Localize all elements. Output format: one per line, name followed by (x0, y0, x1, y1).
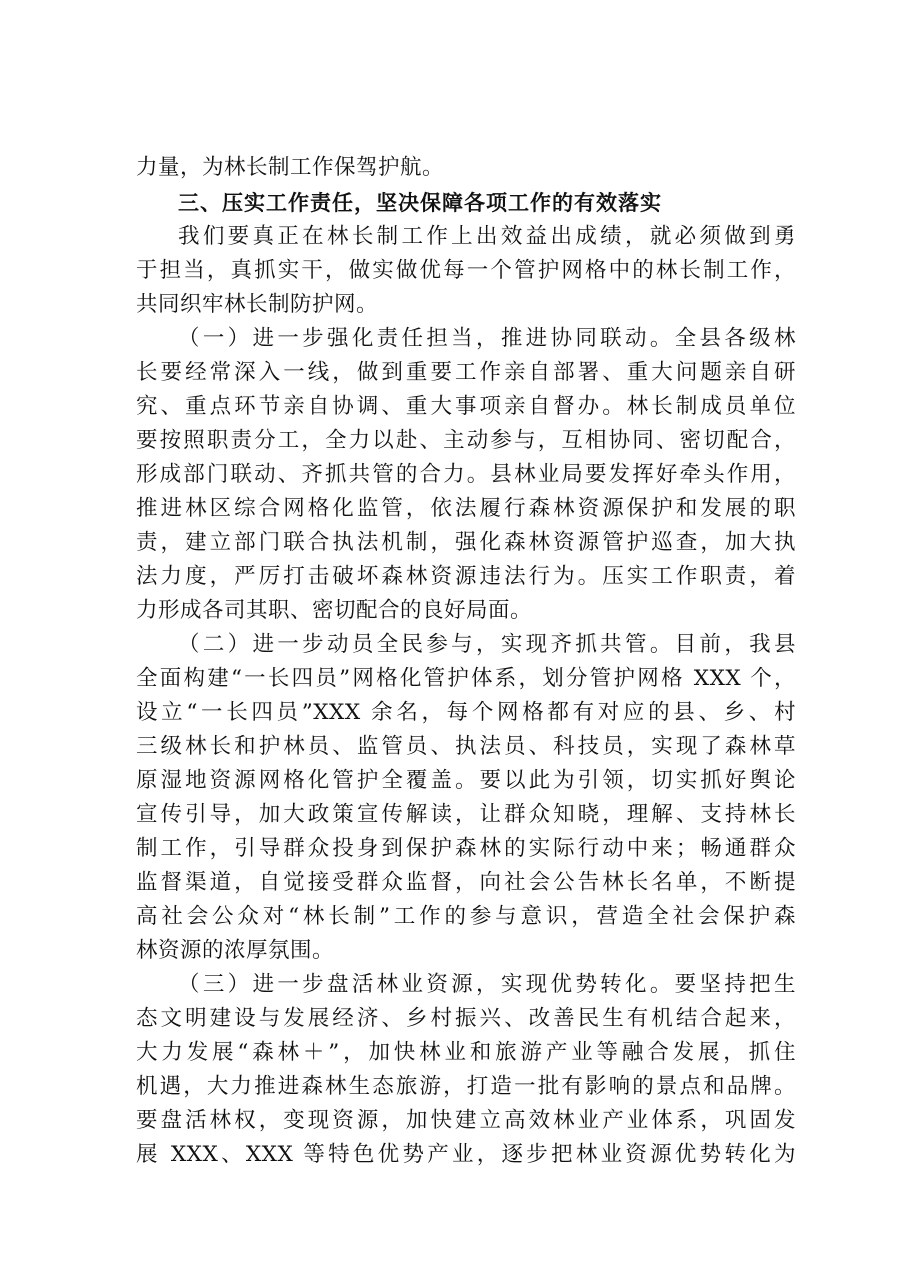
text-line: 高社会公众对“林长制”工作的参与意识，营造全社会保护森 (136, 904, 796, 929)
text-line: 要按照职责分工，全力以赴、主动参与，互相协同、密切配合， (136, 428, 796, 453)
text-line: 究、重点环节亲自协调、重大事项亲自督办。林长制成员单位 (136, 394, 796, 419)
text-line: 长要经常深入一线，做到重要工作亲自部署、重大问题亲自研 (136, 360, 796, 385)
paragraph-first-line: （三）进一步盘活林业资源，实现优势转化。要坚持把生 (178, 972, 796, 997)
text-line: 法力度，严厉打击破坏森林资源违法行为。压实工作职责，着 (136, 564, 796, 589)
text-line: 责，建立部门联合执法机制，强化森林资源管护巡查，加大执 (136, 530, 796, 555)
text-line: 展 XXX、XXX 等特色优势产业，逐步把林业资源优势转化为 (136, 1142, 796, 1167)
section-heading: 三、压实工作责任，坚决保障各项工作的有效落实 (178, 191, 662, 215)
text-line: 力形成各司其职、密切配合的良好局面。 (136, 598, 533, 623)
text-line: 设立“一长四员”XXX 余名，每个网格都有对应的县、乡、村 (136, 700, 796, 725)
text-line: 共同织牢林长制防护网。 (136, 292, 379, 317)
text-line: 宣传引导，加大政策宣传解读，让群众知晓，理解、支持林长 (136, 802, 796, 827)
text-line: 林资源的浓厚氛围。 (136, 938, 335, 963)
paragraph-first-line: （二）进一步动员全民参与，实现齐抓共管。目前，我县 (178, 632, 796, 657)
text-line: 于担当，真抓实干，做实做优每一个管护网格中的林长制工作， (136, 258, 796, 283)
text-line: 力量，为林长制工作保驾护航。 (136, 155, 445, 180)
text-line: 形成部门联动、齐抓共管的合力。县林业局要发挥好牵头作用， (136, 462, 796, 487)
text-line: 大力发展“森林＋”，加快林业和旅游产业等融合发展，抓住 (136, 1040, 796, 1065)
text-line: 制工作，引导群众投身到保护森林的实际行动中来；畅通群众 (136, 836, 796, 861)
text-line: 要盘活林权，变现资源，加快建立高效林业产业体系，巩固发 (136, 1108, 796, 1133)
paragraph-first-line: （一）进一步强化责任担当，推进协同联动。全县各级林 (178, 326, 796, 351)
text-line: 机遇，大力推进森林生态旅游，打造一批有影响的景点和品牌。 (136, 1074, 796, 1099)
text-line: 原湿地资源网格化管护全覆盖。要以此为引领，切实抓好舆论 (136, 768, 796, 793)
text-line: 三级林长和护林员、监管员、执法员、科技员，实现了森林草 (136, 734, 796, 759)
text-line: 态文明建设与发展经济、乡村振兴、改善民生有机结合起来， (136, 1006, 796, 1031)
text-line: 全面构建“一长四员”网格化管护体系，划分管护网格 XXX 个， (136, 666, 796, 691)
paragraph-first-line: 我们要真正在林长制工作上出效益出成绩，就必须做到勇 (178, 224, 796, 249)
text-line: 推进林区综合网格化监管，依法履行森林资源保护和发展的职 (136, 496, 796, 521)
text-line: 监督渠道，自觉接受群众监督，向社会公告林长名单，不断提 (136, 870, 796, 895)
